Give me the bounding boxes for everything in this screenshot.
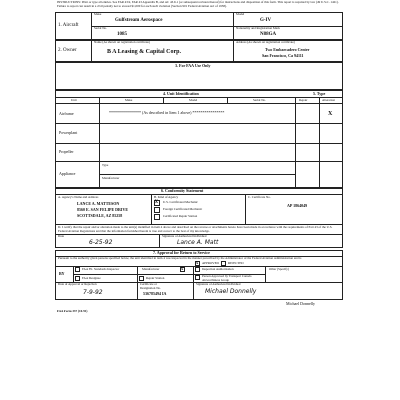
col-unit: Unit [71,98,77,102]
approval-title: 7. Approval for Return to Service [153,250,210,255]
aircraft-make: Gulfstream Aerospace [115,18,163,23]
kind-foreign-mechanic: Foreign Certificated Mechanic [163,207,203,211]
alteration-mark: X [328,111,333,117]
option-repair-station: Repair Station [146,276,165,280]
approved-mark: X [195,260,199,265]
type-title: 5. Type [313,91,326,96]
col-alteration: Alteration [322,98,335,102]
col-repair: Repair [299,98,308,102]
option-other: Other (Specify) [269,267,289,271]
conformity-signature: Lance A. Matt [177,239,219,246]
option-faa-inspector: FAA Flt. Standards Inspector [82,267,120,271]
row-appliance: Appliance [59,171,76,176]
option-manufacturer: Manufacturer [142,267,160,271]
owner-address-line1: Two Embarcadero Center [265,47,310,52]
conformity-date-label: Date [58,234,65,238]
conformity-statement: D. I certify that the repair and/or alteration made to the unit(s) identified in item 4 above and described on the reverse or attachments hereto have been made in accordance with the requirements of Part 43 of the U.S. Federal Aviation Regulations and that the information furnished herein is true and correct to the best of my knowledge. [58,225,333,233]
faa-use-title: 3. For FAA Use Only [175,63,211,68]
approval-cert-label: Certificate or Designation No. [140,282,161,290]
option-inspection-authorization: Inspection Authorization [202,267,234,271]
model-label: Model [236,12,245,16]
checkbox-transport-canada[interactable] [195,275,200,280]
col-make: Make [125,98,133,102]
aircraft-serial: 1085 [117,32,127,37]
approval-date-label: Date of Approval or Rejection [58,282,97,286]
owner-address-line2: San Francisco, Ca 94111 [262,53,304,58]
agency-address-line1: 8560 E. SAN FELIPE DRIVE [77,207,129,212]
nationality-label: Nationality and Registration Mark [236,26,280,30]
checkbox-faa-designee[interactable] [75,276,80,281]
checkbox-faa-inspector[interactable] [75,267,80,272]
manufacturer-mark: X [180,266,184,271]
by-label: BY [59,271,65,276]
conformity-title: 6. Conformity Statement [161,188,204,193]
unit-id-title: 4. Unit Identification [163,91,199,96]
kind-repair-station: Certificated Repair Station [163,214,198,218]
approved-label: APPROVED [202,261,219,265]
appliance-manufacturer-label: Manufacturer [102,176,120,180]
kind-of-agency-label: B. Kind of Agency [154,195,179,199]
owner-section-label: 2. Owner [58,48,77,53]
owner-address-label: Address (As shown on registration certificate) [236,40,295,44]
make-label: Make [94,12,102,16]
checkbox-foreign-mechanic[interactable] [154,207,160,213]
airframe-description: **************** (As described in Item 1 above) **************** [109,110,225,115]
agency-label: A. Agency's Name and Address [58,195,99,199]
approval-signature-label: Signature of Authorized Individual [196,282,241,286]
kind-us-mechanic: U.S. Certificated Mechanic [163,200,198,204]
certificate-number: AP 1864049 [287,203,308,208]
option-transport-canada: Person Approved by Transport Canada Airworthiness Group [202,274,252,282]
agency-address-line2: SCOTTSDALE, AZ 85258 [77,213,123,218]
aircraft-section-label: 1. Aircraft [58,23,79,28]
approval-signature: Michael Donnelly [205,288,257,295]
approval-statement: Pursuant to the authority given persons specified below, the unit identified in item 4 was inspected in the manner prescribed by the Administrator of the Federal Aviation Administration and is [58,256,302,260]
instructions-text: INSTRUCTIONS: Print or type all entries. See FAR 43.9, FAR 43 Appendix B, and AC 43.9-1 (or subsequent revision thereof) for instructions and disposition of this form. This report is required by law (49 U.S.C. 1421). Failure to report can result in a civil penalty not to exceed $1,000 for each such violation (Section 901 Federal Aviation Act of 1958). [57,0,339,8]
row-airframe: Airframe [59,111,74,116]
checkbox-inspection-authorization[interactable] [195,267,200,272]
owner-name-label: Name (As shown on registration certificate) [94,40,151,44]
row-propeller: Propeller [59,149,74,154]
form-number: FAA Form 337 (10-91) [57,309,88,313]
approver-printed-name: Michael Donnelly [286,301,315,306]
serial-label: Serial No. [94,26,107,30]
kind-mark: X [154,200,159,205]
checkbox-repair-station-approval[interactable] [139,276,144,281]
checkbox-repair-station[interactable] [154,214,160,220]
row-powerplant: Powerplant [59,130,78,135]
col-serial: Serial No. [253,98,266,102]
conformity-signature-label: Signature of Authorized Individual [162,234,207,238]
option-faa-designee: FAA Designee [82,276,101,280]
approval-date: 7-9-92 [83,289,103,296]
certificate-label: C. Certificate No. [248,195,271,199]
agency-name: LANCE A. MATTESON [77,201,120,206]
aircraft-model: G-IV [260,18,272,23]
form-337-page [55,0,343,388]
col-model: Model [189,98,198,102]
conformity-date: 6-25-92 [89,239,113,246]
approval-cert-number: 536785494 IA [143,291,167,296]
owner-name: B A Leasing & Capital Corp. [107,49,182,55]
appliance-type-label: Type [102,163,109,167]
rejected-label: REJECTED [228,261,244,265]
aircraft-registration: N88GA [260,32,277,37]
